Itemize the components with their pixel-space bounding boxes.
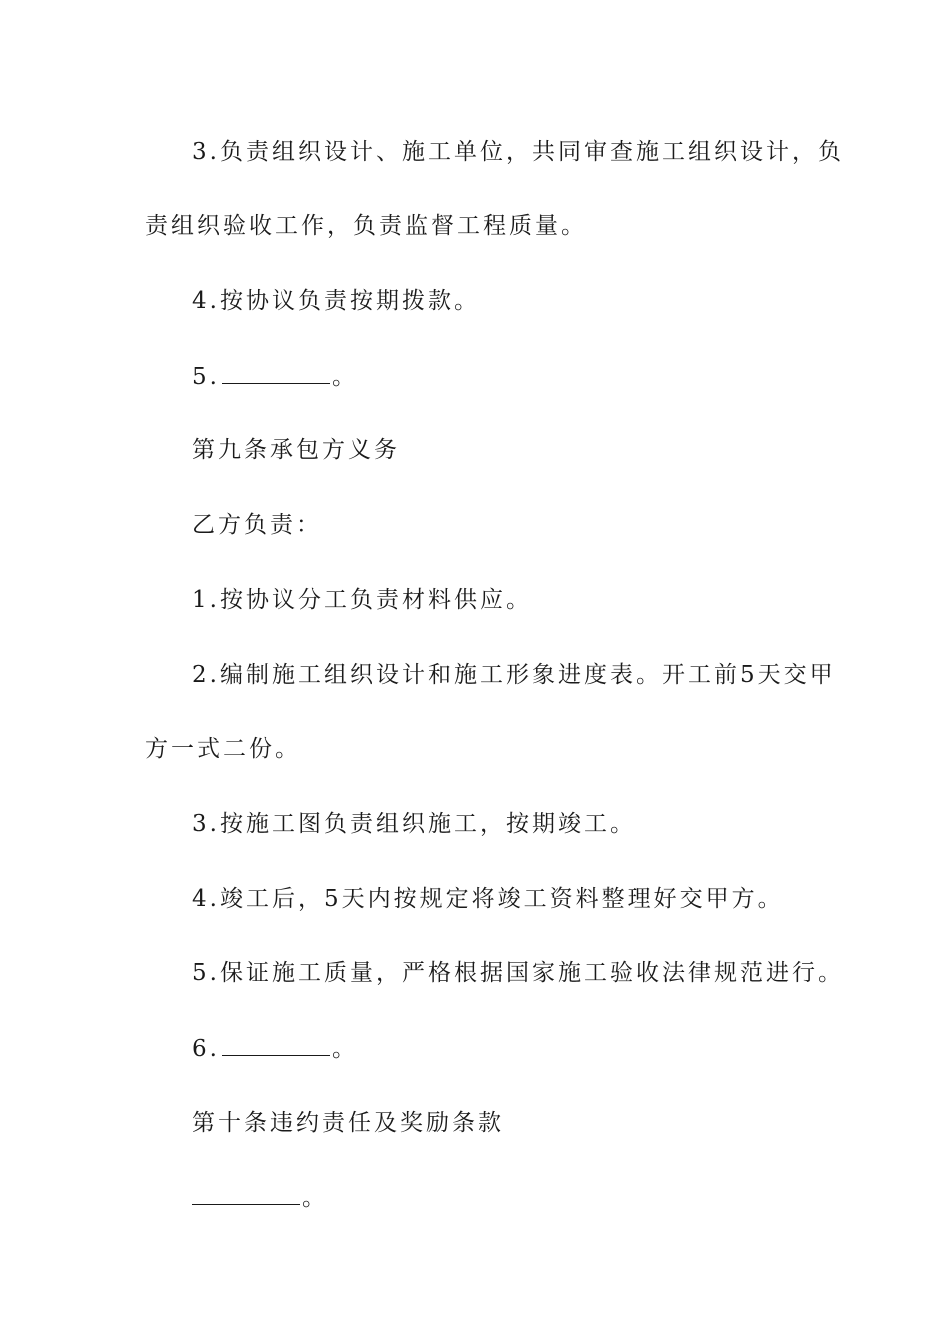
article-9-heading: 第九条承包方义务	[192, 437, 400, 463]
item-suffix: 。	[302, 1185, 328, 1211]
item-number: 6.	[192, 1036, 220, 1062]
paragraph-contractor-duty-5: 5.保证施工质量，严格根据国家施工验收法律规范进行。	[192, 960, 844, 986]
article-10-heading: 第十条违约责任及奖励条款	[192, 1110, 504, 1136]
paragraph-contractor-duty-2-continued: 方一式二份。	[145, 736, 301, 762]
fill-in-blank[interactable]	[222, 1033, 330, 1056]
item-number: 5.	[192, 364, 220, 390]
paragraph-contractor-duty-4: 4.竣工后，5天内按规定将竣工资料整理好交甲方。	[192, 886, 784, 912]
item-suffix: 。	[331, 364, 358, 390]
paragraph-owner-duty-3-continued: 责组织验收工作，负责监督工程质量。	[145, 213, 587, 239]
paragraph-owner-duty-5	[192, 361, 358, 392]
item-suffix: 。	[331, 1036, 358, 1062]
paragraph-contractor-duty-2: 2.编制施工组织设计和施工形象进度表。开工前5天交甲	[192, 662, 836, 688]
paragraph-contractor-duty-1: 1.按协议分工负责材料供应。	[192, 587, 532, 613]
paragraph-owner-duty-4: 4.按协议负责按期拨款。	[192, 288, 480, 314]
paragraph-contractor-duty-6	[192, 1033, 358, 1064]
fill-in-blank[interactable]	[222, 361, 330, 384]
article-10-content	[192, 1182, 328, 1213]
paragraph-contractor-duty-3: 3.按施工图负责组织施工，按期竣工。	[192, 811, 636, 837]
contractor-responsibility-intro: 乙方负责：	[192, 512, 322, 538]
paragraph-owner-duty-3: 3.负责组织设计、施工单位，共同审查施工组织设计，负	[192, 139, 844, 165]
fill-in-blank[interactable]	[192, 1182, 300, 1205]
